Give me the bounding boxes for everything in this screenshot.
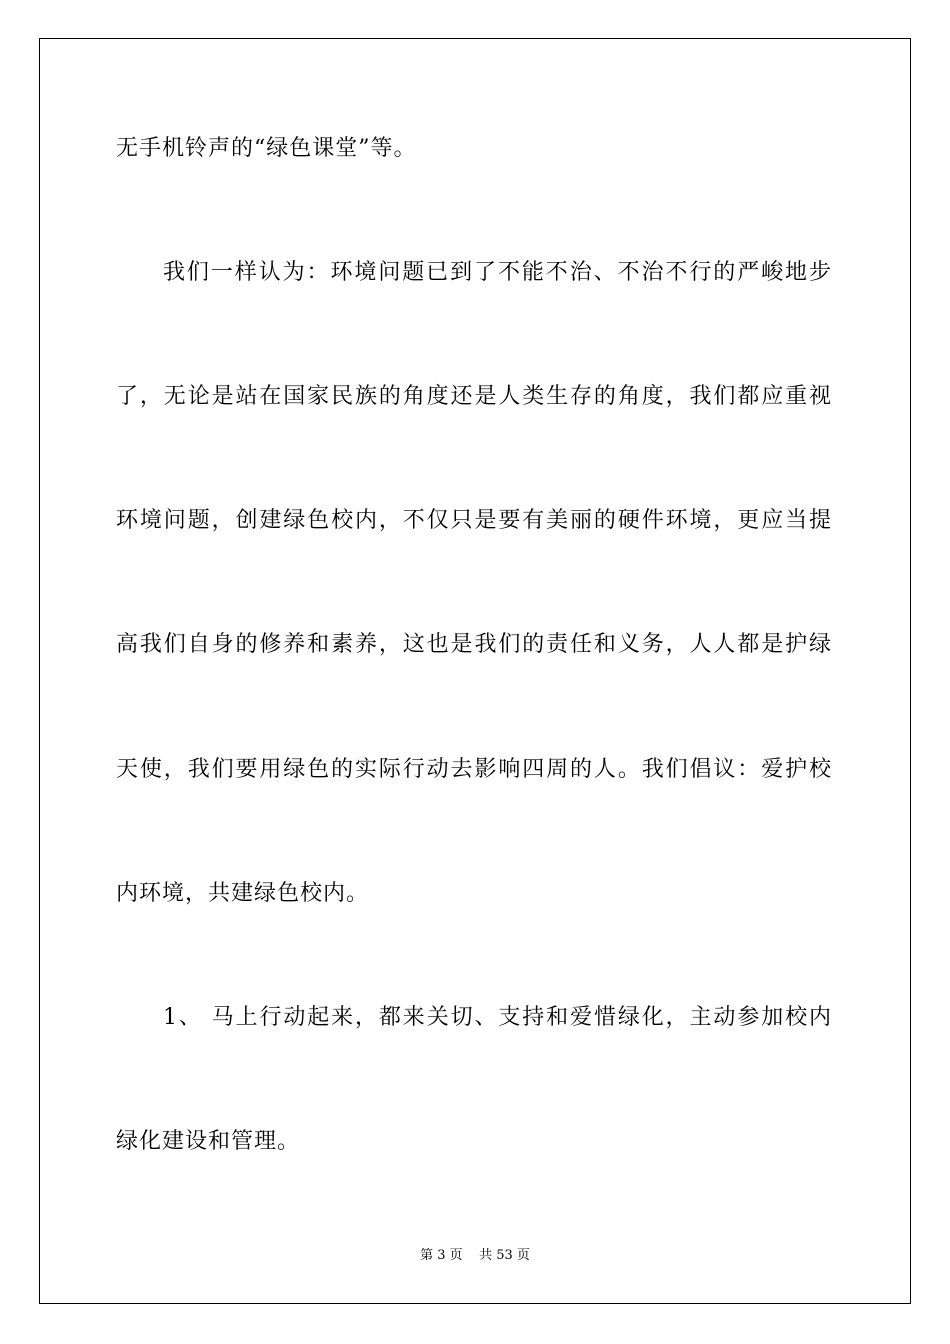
text-line-1: 无手机铃声的“绿色课堂”等。 — [116, 136, 417, 161]
page-footer: 第 3 页 共 53 页 — [420, 1248, 530, 1263]
page-border — [39, 38, 911, 1304]
text-line-7: 内环境，共建绿色校内。 — [116, 881, 370, 906]
text-line-6: 天使，我们要用绿色的实际行动去影响四周的人。我们倡议：爱护校 — [116, 757, 832, 782]
text-line-8: 1、 马上行动起来，都来关切、支持和爱惜绿化，主动参加校内 — [163, 1005, 832, 1030]
text-line-4: 环境问题，创建绿色校内，不仅只是要有美丽的硬件环境，更应当提 — [116, 508, 832, 533]
text-line-3: 了，无论是站在国家民族的角度还是人类生存的角度，我们都应重视 — [116, 384, 832, 409]
text-line-9: 绿化建设和管理。 — [116, 1129, 301, 1154]
text-line-2: 我们一样认为：环境问题已到了不能不治、不治不行的严峻地步 — [163, 260, 832, 285]
text-line-5: 高我们自身的修养和素养，这也是我们的责任和义务，人人都是护绿 — [116, 632, 832, 657]
